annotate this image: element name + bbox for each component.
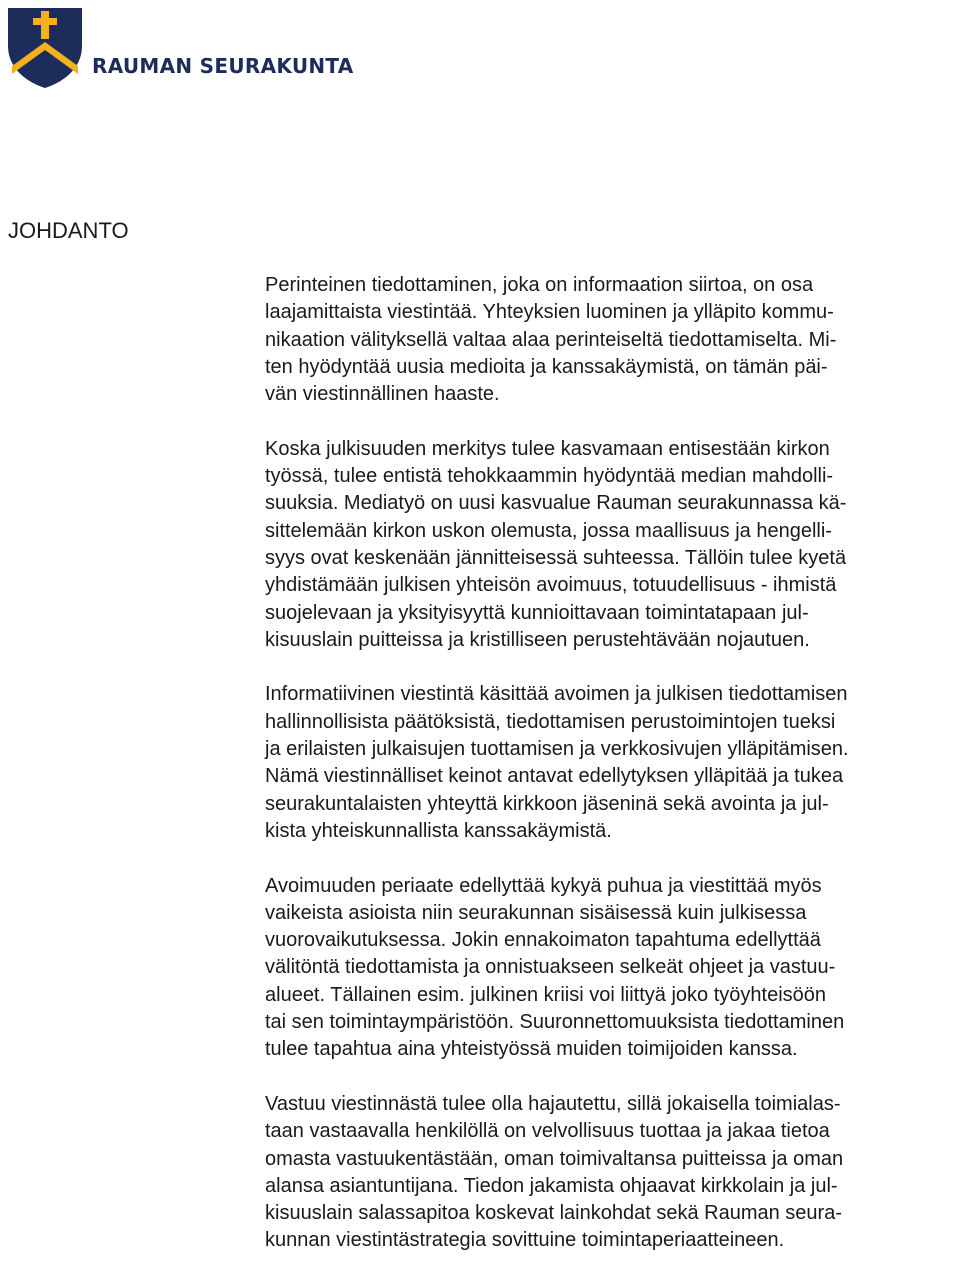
- page-header: [6, 2, 354, 90]
- paragraph-5: Vastuu viestinnästä tulee olla hajautettu, sillä jokaisella toimialas- taan vastaavalla henkilöllä on velvollisuus tuottaa ja jakaa tietoa omasta vastuukentästään, oman toimivaltansa puitteissa ja oman alansa asiantuntijana. Tiedon jakamista ohjaavat kirkkolain ja jul- kisuuslain salassapitoa koskevat lainkohdat sekä Rauman seura- kunnan viestintästrategia sovittuine toimintaperiaatteineen.: [265, 1092, 844, 1252]
- shield-cross-logo: [6, 6, 84, 90]
- paragraph-1: Perinteinen tiedottaminen, joka on informaation siirtoa, on osa laajamittaista viestintää. Yhteyksien luominen ja ylläpito kommu- nikaation välityksellä valtaa alaa perinteiseltä tiedottamiselta. Mi- ten hyödyntää uusia medioita ja kanssakäymistä, on tämän päi- vän viestinnällinen haaste.: [265, 274, 837, 406]
- paragraph-4: Avoimuuden periaate edellyttää kykyä puhua ja viestittää myös vaikeista asioista niin seurakunnan sisäisessä kuin julkisessa vuorovaikutuksessa. Jokin ennakoimaton tapahtuma edellyttää välitöntä tiedottamista ja onnistuakseen selkeät ohjeet ja vastuu- alueet. Tällainen esim. julkinen kriisi voi liittyä joko työyhteisöön tai sen toimintaympäristöön. Suuronnettomuuksista tiedottaminen tulee tapahtua aina yhteistyössä muiden toimijoiden kanssa.: [265, 874, 845, 1061]
- organization-name: RAUMAN SEURAKUNTA: [92, 54, 354, 78]
- paragraph-2: Koska julkisuuden merkitys tulee kasvamaan entisestään kirkon työssä, tulee entistä tehokkaammin hyödyntää median mahdolli- suuksia. Mediatyö on uusi kasvualue Rauman seurakunnassa kä- sittelemään kirkon uskon olemusta, jossa maallisuus ja hengelli- syys ovat keskenään jännitteisessä suhteessa. Tällöin tulee kyetä yhdistämään julkisen yhteisön avoimuus, totuudellisuus - ihmistä suojelevaan ja yksityisyyttä kunnioittavaan toimintatapaan jul- kisuuslain puitteissa ja kristilliseen perustehtävään nojautuen.: [265, 437, 847, 651]
- paragraph-3: Informatiivinen viestintä käsittää avoimen ja julkisen tiedottamisen hallinnollisista päätöksistä, tiedottamisen perustoimintojen tueksi ja erilaisten julkaisujen tuottamisen ja verkkosivujen ylläpitämisen. Nämä viestinnälliset keinot antavat edellytyksen ylläpitää ja tukea seurakuntalaisten yhteyttä kirkkoon jäseninä sekä avointa ja jul- kista yhteiskunnallista kanssakäymistä.: [265, 683, 849, 842]
- section-title: JOHDANTO: [8, 218, 129, 243]
- document-body: [265, 272, 955, 1282]
